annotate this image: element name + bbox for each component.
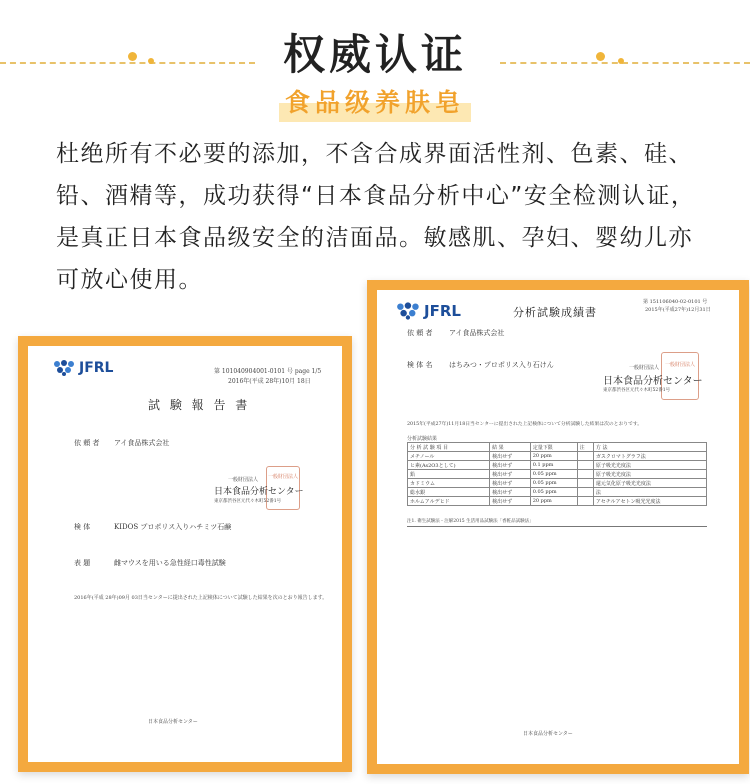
table-cell: 分 析 試 験 項 目	[408, 443, 490, 452]
table-row	[408, 479, 707, 488]
table-cell: 検出せず	[490, 497, 531, 506]
page-subtitle: 食品级养肤皂	[279, 80, 471, 122]
cert-ref-number: 第 101040904001-0101 号 page 1/5	[214, 368, 322, 375]
table-row	[408, 470, 707, 479]
table-cell: 20 ppm	[530, 497, 577, 506]
table-cell: 結 果	[490, 443, 531, 452]
table-cell: 方 法	[593, 443, 706, 452]
client-label: 依 頼 者	[74, 439, 100, 447]
table-cell	[577, 452, 593, 461]
table-cell: 総水銀	[408, 488, 490, 497]
table-cell	[577, 470, 593, 479]
jfrl-logo-icon	[52, 360, 78, 376]
description-text: 杜绝所有不必要的添加，不含合成界面活性剂、色素、硅、铅、酒精等，成功获得“日本食品分析中心”安全检测认证，是真正日本食品级安全的洁面品。敏感肌、孕妇、婴幼儿亦可放心使用。	[56, 141, 696, 293]
sample-value: KIDOS プロポリス入りハチミツ石鹸	[114, 523, 232, 531]
table-cell: ホルムアルデヒド	[408, 497, 490, 506]
cert-date: 2015年(平成27年)12月31日	[645, 307, 711, 313]
seal-text: 一般財団法人	[267, 474, 298, 480]
certificate-right-paper	[377, 290, 739, 764]
cert-doc-title: 試 験 報 告 書	[148, 398, 251, 412]
cert-footer: 日本食品分析センター	[148, 719, 198, 725]
table-cell: 検出せず	[490, 470, 531, 479]
certificate-left	[18, 336, 352, 772]
divider	[407, 526, 707, 527]
client-value: アイ食品株式会社	[114, 439, 170, 447]
table-cell: メチノール	[408, 452, 490, 461]
table-cell: 0.1 ppm	[530, 461, 577, 470]
certificate-left-paper	[28, 346, 342, 762]
center-org-type: 一般財団法人	[228, 477, 259, 483]
table-row	[408, 488, 707, 497]
cert-ref-number: 第 151106040-02-0101 号	[643, 299, 708, 305]
center-address: 東京都渋谷区元代々木町52番1号	[214, 499, 282, 504]
results-table-body	[408, 443, 707, 506]
sample-value: はちみつ・プロポリス入り石けん	[449, 361, 554, 369]
table-cell: 検出せず	[490, 479, 531, 488]
sample-label: 検 体	[74, 523, 91, 531]
table-row	[408, 497, 707, 506]
table-cell: 0.05 ppm	[530, 488, 577, 497]
cert-note: 2015年(平成27年)11月18日当センターに提出された上記検体について分析試験した結果は次のとおりです。	[407, 422, 643, 427]
center-org-type: 一般財団法人	[629, 365, 660, 371]
table-cell: ガスクロマトグラフ法	[593, 452, 706, 461]
cert-doc-title: 分析試験成績書	[513, 306, 597, 319]
subtitle-wrapper	[0, 80, 750, 122]
table-header-row	[408, 443, 707, 452]
table-cell	[577, 488, 593, 497]
table-cell: ヒ素(As2O3として)	[408, 461, 490, 470]
table-cell: 原子吸光光度法	[593, 461, 706, 470]
table-cell: 注	[577, 443, 593, 452]
client-value: アイ食品株式会社	[449, 329, 505, 337]
cert-footnote: 注1. 衛生試験法・注解2015 生活用品試験法「香粧品試験法」	[407, 519, 534, 524]
client-label: 依 頼 者	[407, 329, 433, 337]
table-cell: 法	[593, 488, 706, 497]
jfrl-logo-text: JFRL	[424, 302, 461, 320]
table-cell	[577, 497, 593, 506]
table-cell: 検出せず	[490, 461, 531, 470]
table-row	[408, 461, 707, 470]
table-cell: 20 ppm	[530, 452, 577, 461]
page-title: 权威认证	[282, 30, 467, 79]
table-cell: 検出せず	[490, 488, 531, 497]
table-cell: 還元気化原子吸光光度法	[593, 479, 706, 488]
center-name: 日本食品分析センター	[603, 376, 703, 387]
table-cell	[577, 479, 593, 488]
table-cell	[577, 461, 593, 470]
test-value: 雌マウスを用いる急性経口毒性試験	[114, 559, 226, 567]
test-label: 表 題	[74, 559, 91, 567]
table-cell: 検出せず	[490, 452, 531, 461]
cert-date: 2016年(平成 28年)10月 18日	[228, 378, 311, 385]
seal-text: 一般財団法人	[664, 362, 695, 368]
table-cell: 0.05 ppm	[530, 479, 577, 488]
table-cell: 定量下限	[530, 443, 577, 452]
table-cell: 原子吸光光度法	[593, 470, 706, 479]
table-cell: カドミウム	[408, 479, 490, 488]
jfrl-logo-text: JFRL	[79, 360, 114, 376]
cert-note: 2016年(平成 28年)09月 03日当センターに提出された上記検体について試験した結果を次のとおり報告します。	[74, 595, 328, 601]
table-cell: アセチルアセトン吸光光度法	[593, 497, 706, 506]
certificate-right	[367, 280, 749, 774]
jfrl-logo	[395, 302, 461, 320]
table-row	[408, 452, 707, 461]
table-cell: 鉛	[408, 470, 490, 479]
center-address: 東京都渋谷区元代々木町52番1号	[603, 388, 671, 393]
results-table	[407, 442, 707, 506]
table-cell: 0.05 ppm	[530, 470, 577, 479]
sample-label: 検 体 名	[407, 361, 433, 369]
jfrl-logo-icon	[395, 302, 423, 320]
cert-footer: 日本食品分析センター	[523, 731, 573, 737]
center-name: 日本食品分析センター	[214, 487, 304, 497]
jfrl-logo	[52, 360, 113, 376]
results-caption: 分析試験結果	[407, 436, 438, 442]
